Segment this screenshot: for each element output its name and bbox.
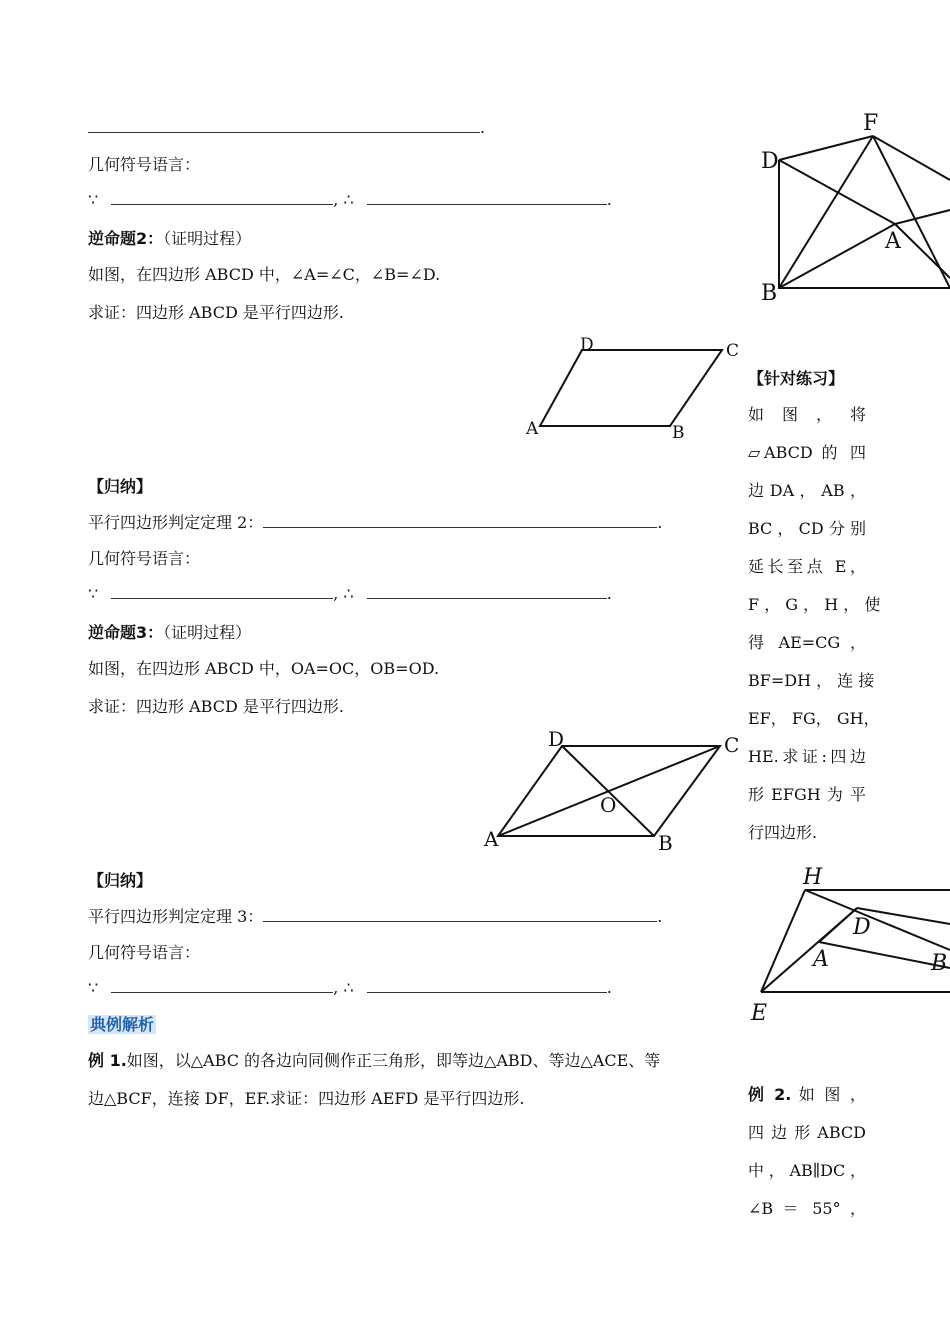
figure-parallelogram-2 bbox=[520, 330, 750, 445]
figure-top-right bbox=[755, 110, 950, 310]
label-F: F bbox=[863, 111, 879, 136]
converse-3-prove: 求证：四边形 ABCD 是平行四边形. bbox=[88, 697, 344, 716]
answer-line-top[interactable]: . bbox=[88, 118, 485, 137]
condition-blank[interactable] bbox=[111, 978, 333, 993]
label-C: C bbox=[724, 733, 740, 757]
conclusion-blank[interactable] bbox=[367, 190, 607, 205]
label-C: C bbox=[726, 341, 740, 361]
example-1-line-2: 边△BCF，连接 DF，EF.求证：四边形 AEFD 是平行四边形. bbox=[88, 1089, 525, 1108]
example-2-text: 例 2. 如 图 ， 四 边 形 ABCD 中，AB∥DC， ∠B ＝ 55° ， bbox=[748, 1085, 866, 1218]
geometry-symbol-label-2: 几何符号语言： bbox=[88, 549, 201, 568]
symbol-line-3: ∵ , ∴ . bbox=[88, 978, 612, 997]
theorem-2-line: 平行四边形判定定理 2： . bbox=[88, 513, 663, 532]
summary-label-2: 【归纳】 bbox=[88, 871, 153, 890]
label-E: E bbox=[751, 1001, 768, 1026]
label-D: D bbox=[580, 335, 594, 355]
label-B: B bbox=[672, 423, 685, 443]
converse-3-given: 如图，在四边形 ABCD 中，OA=OC，OB=OD. bbox=[88, 659, 440, 678]
label-D: D bbox=[761, 149, 779, 174]
geometry-symbol-label-1: 几何符号语言： bbox=[88, 155, 201, 174]
theorem-2-blank[interactable] bbox=[263, 513, 657, 528]
label-O: O bbox=[600, 793, 617, 817]
label-H: H bbox=[803, 865, 823, 890]
because-symbol: ∵ bbox=[88, 190, 99, 209]
summary-label-1: 【归纳】 bbox=[88, 477, 153, 496]
label-A: A bbox=[813, 947, 829, 972]
converse-2-prove: 求证：四边形 ABCD 是平行四边形. bbox=[88, 303, 344, 322]
symbol-line-2: ∵ , ∴ . bbox=[88, 584, 612, 603]
label-D: D bbox=[548, 727, 565, 751]
label-A: A bbox=[885, 229, 901, 254]
practice-text: 如 图 ， 将 ▱ABCD 的 四 边 DA ， AB ， BC ， CD 分 别 延长至点 E， F ， G ， H ， 使 得 AE=CG ， BF=DH ， 连 接 EF， FG， GH， HE.求证:四边 形 EFGH 为 平 行四边形. bbox=[748, 405, 881, 842]
conclusion-blank[interactable] bbox=[367, 584, 607, 599]
example-1-line-1: 例 1.如图，以△ABC 的各边向同侧作正三角形，即等边△ABD、等边△ACE、等 bbox=[88, 1051, 661, 1070]
converse-3-heading: 逆命题3：（证明过程） bbox=[88, 623, 252, 642]
symbol-line-1: ∵ , ∴ . bbox=[88, 190, 612, 209]
condition-blank[interactable] bbox=[111, 190, 333, 205]
conclusion-blank[interactable] bbox=[367, 978, 607, 993]
figure-efgh bbox=[745, 860, 950, 1030]
therefore-symbol: ∴ bbox=[343, 190, 354, 209]
geometry-symbol-label-3: 几何符号语言： bbox=[88, 943, 201, 962]
theorem-3-blank[interactable] bbox=[263, 907, 657, 922]
label-A: A bbox=[526, 419, 539, 439]
converse-2-heading: 逆命题2：（证明过程） bbox=[88, 229, 252, 248]
label-D: D bbox=[853, 915, 871, 940]
theorem-3-line: 平行四边形判定定理 3： . bbox=[88, 907, 663, 926]
converse-2-given: 如图，在四边形 ABCD 中，∠A=∠C，∠B=∠D. bbox=[88, 265, 441, 284]
label-A: A bbox=[484, 827, 499, 851]
label-B: B bbox=[931, 951, 948, 976]
figure-parallelogram-3 bbox=[480, 724, 740, 854]
label-B: B bbox=[658, 831, 673, 855]
condition-blank[interactable] bbox=[111, 584, 333, 599]
examples-heading: 典例解析 bbox=[90, 1015, 155, 1034]
label-B: B bbox=[761, 281, 778, 306]
practice-title: 【针对练习】 bbox=[748, 369, 845, 388]
